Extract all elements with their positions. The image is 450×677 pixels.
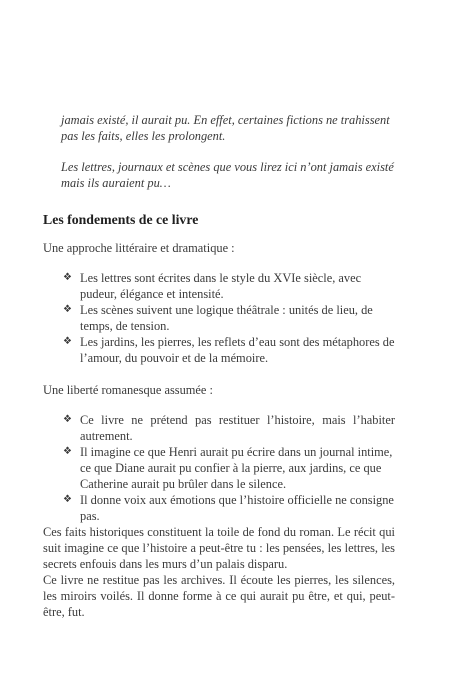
list-item	[63, 492, 395, 524]
approach-intro: Une approche littéraire et dramatique :	[43, 241, 235, 255]
approach-bullet-list	[43, 270, 395, 366]
list-item	[63, 334, 395, 366]
closing-paragraph: Ces faits historiques constituent la toile de fond du roman. Le récit qui suit imagine ce que l’histoire a peut-être tu : les pensées, les lettres, les secrets enfouis dans les murs d’un palais disparu.	[43, 525, 395, 571]
diamond-bullet-icon: ❖	[63, 446, 72, 457]
list-item-text: Il donne voix aux émotions que l’histoire officielle ne consigne pas.	[80, 493, 394, 523]
list-item-text: Les jardins, les pierres, les reflets d’eau sont des métaphores de l’amour, du pouvoir et de la mémoire.	[80, 335, 395, 365]
diamond-bullet-icon: ❖	[63, 494, 72, 505]
diamond-bullet-icon: ❖	[63, 414, 72, 425]
diamond-bullet-icon: ❖	[63, 272, 72, 283]
section-heading: Les fondements de ce livre	[43, 212, 199, 227]
list-item	[63, 270, 395, 302]
list-item-text: Il imagine ce que Henri aurait pu écrire dans un journal intime, ce que Diane aurait pu confier à la pierre, aux jardins, ce que Catherine aurait pu brûler dans le silence.	[80, 445, 393, 491]
intro-italic-paragraph: Les lettres, journaux et scènes que vous lirez ici n’ont jamais existé mais ils auraient pu…	[61, 160, 394, 190]
intro-italic-paragraph: jamais existé, il aurait pu. En effet, certaines fictions ne trahissent pas les faits, elles les prolongent.	[61, 113, 390, 143]
list-item-text: Les lettres sont écrites dans le style du XVIe siècle, avec pudeur, élégance et intensité.	[80, 271, 362, 301]
list-item-text: Les scènes suivent une logique théâtrale : unités de lieu, de temps, de tension.	[80, 303, 373, 333]
diamond-bullet-icon: ❖	[63, 304, 72, 315]
closing-paragraph: Ce livre ne restitue pas les archives. Il écoute les pierres, les silences, les miroirs voilés. Il donne forme à ce qui aurait pu être, et qui, peut-être, fut.	[43, 573, 395, 619]
list-item	[63, 302, 395, 334]
diamond-bullet-icon: ❖	[63, 336, 72, 347]
list-item	[63, 412, 395, 444]
document-page	[43, 112, 395, 620]
freedom-bullet-list	[43, 412, 395, 524]
freedom-intro: Une liberté romanesque assumée :	[43, 383, 213, 397]
list-item	[63, 444, 395, 492]
list-item-text: Ce livre ne prétend pas restituer l’histoire, mais l’habiter autrement.	[80, 413, 395, 443]
